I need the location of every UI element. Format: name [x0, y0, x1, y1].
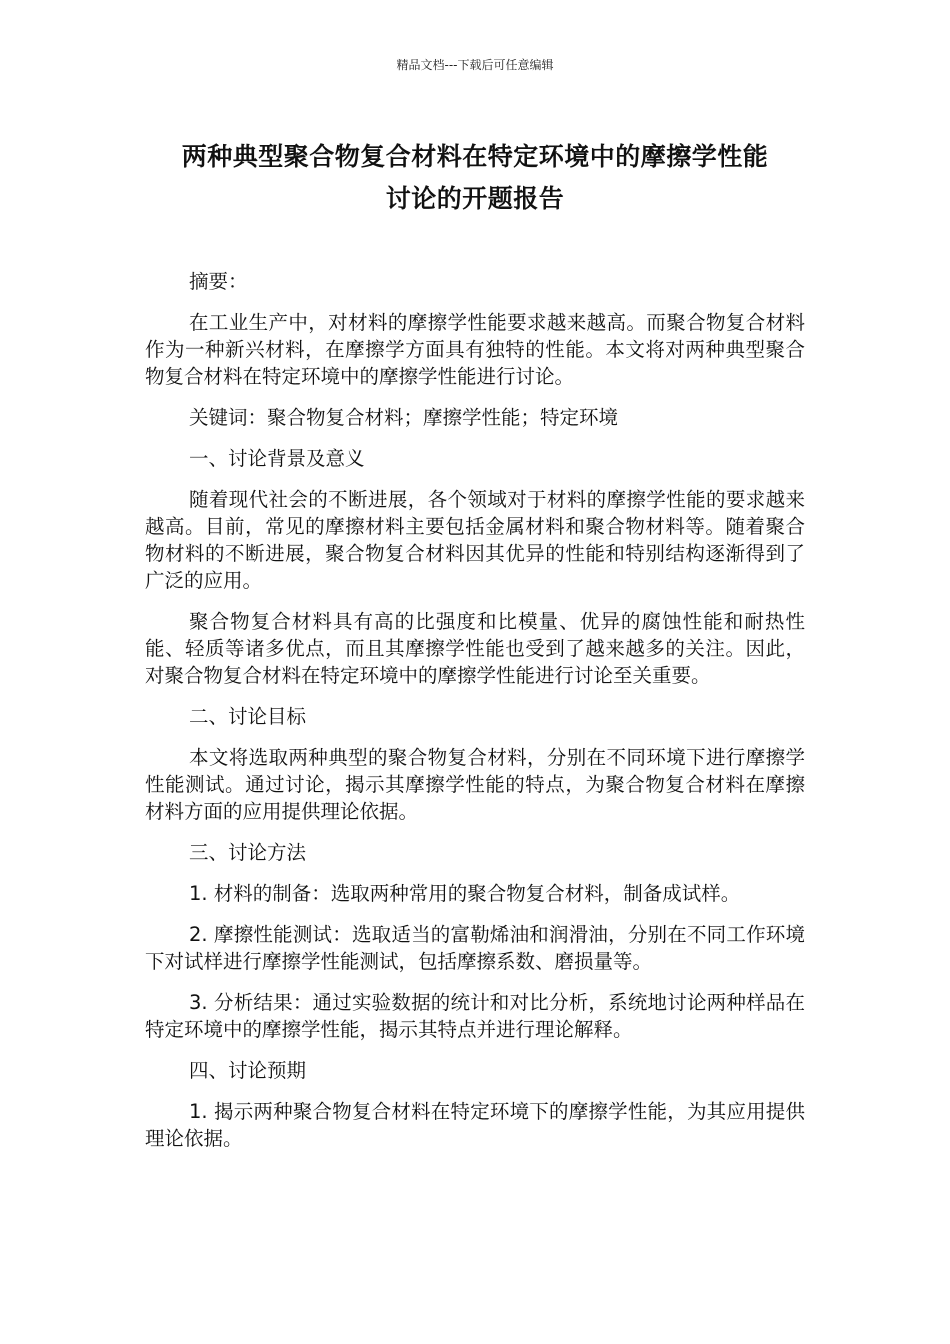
section-heading-objectives: 二、讨论目标: [189, 705, 307, 728]
body-paragraph: 本文将选取两种典型的聚合物复合材料，分别在不同环境下进行摩擦学性能测试。通过讨论，揭示其摩擦学性能的特点，为聚合物复合材料在摩擦材料方面的应用提供理论依据。: [145, 746, 805, 823]
abstract-text: 在工业生产中，对材料的摩擦学性能要求越来越高。而聚合物复合材料作为一种新兴材料，在摩擦学方面具有独特的性能。本文将对两种典型聚合物复合材料在特定环境中的摩擦学性能进行讨论。: [145, 311, 805, 388]
body-paragraph: 聚合物复合材料具有高的比强度和比模量、优异的腐蚀性能和耐热性能、轻质等诸多优点，而且其摩擦学性能也受到了越来越多的关注。因此，对聚合物复合材料在特定环境中的摩擦学性能进行讨论至关重要。: [145, 610, 805, 687]
page-header: 精品文档---下载后可任意编辑: [396, 58, 554, 72]
section-heading-background: 一、讨论背景及意义: [189, 447, 365, 470]
method-item: 3. 分析结果：通过实验数据的统计和对比分析，系统地讨论两种样品在特定环境中的摩擦学性能，揭示其特点并进行理论解释。: [145, 991, 805, 1041]
method-item: 2. 摩擦性能测试：选取适当的富勒烯油和润滑油，分别在不同工作环境下对试样进行摩擦学性能测试，包括摩擦系数、磨损量等。: [145, 923, 805, 973]
keywords: 关键词：聚合物复合材料；摩擦学性能；特定环境: [189, 406, 619, 429]
expectation-item: 1. 揭示两种聚合物复合材料在特定环境下的摩擦学性能，为其应用提供理论依据。: [145, 1100, 805, 1150]
section-heading-methods: 三、讨论方法: [189, 841, 307, 864]
body-paragraph: 随着现代社会的不断进展，各个领域对于材料的摩擦学性能的要求越来越高。目前，常见的摩擦材料主要包括金属材料和聚合物材料等。随着聚合物材料的不断进展，聚合物复合材料因其优异的性能和特别结构逐渐得到了广泛的应用。: [145, 488, 805, 592]
abstract-heading: 摘要：: [189, 270, 248, 293]
document-body: [145, 268, 805, 1166]
document-title-line-1: 两种典型聚合物复合材料在特定环境中的摩擦学性能: [181, 142, 769, 171]
section-heading-expectations: 四、讨论预期: [189, 1059, 307, 1082]
document-title: [100, 136, 850, 220]
method-item: 1. 材料的制备：选取两种常用的聚合物复合材料，制备成试样。: [189, 882, 741, 905]
document-title-line-2: 讨论的开题报告: [385, 184, 565, 213]
